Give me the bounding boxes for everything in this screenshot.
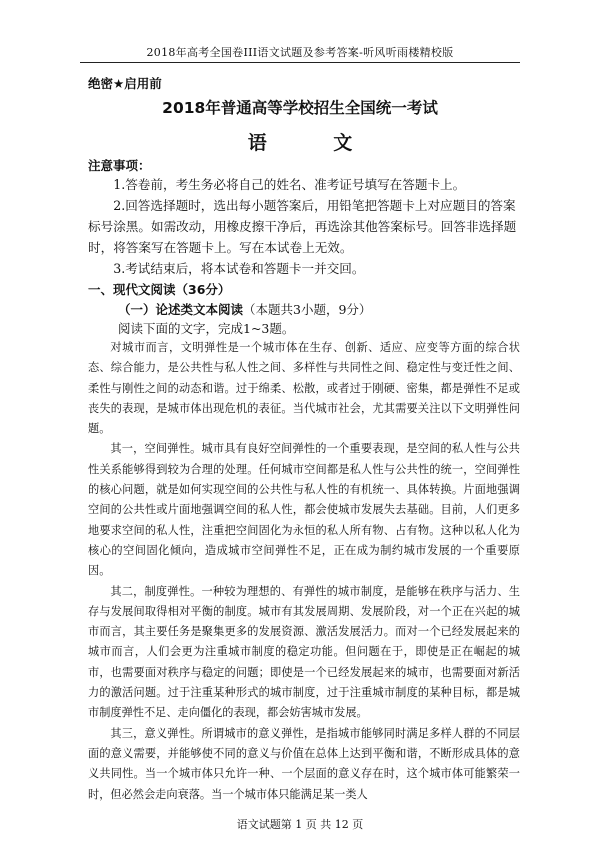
exam-title: 2018年普通高等学校招生全国统一考试 (162, 99, 438, 117)
subsection-heading (118, 300, 371, 318)
running-header: 2018年高考全国卷III语文试题及参考答案-听风听雨楼精校版 (146, 46, 454, 59)
passage-paragraph: 其一，空间弹性。城市具有良好空间弹性的一个重要表现，是空间的私人性与公共性关系能够得到较为合理的处理。任何城市空间都是私人性与公共性的统一，空间弹性的核心问题，就是如何实现空间的公共性与私人性的有机统一、具体转换。片面地强调空间的公共性或片面地强调空间的私人性，都会使城市发展失去基础。目前，人们更多地要求空间的私人性，注重把空间固化为永恒的私人所有物、占有物。这种以私人化为核心的空间固化倾向，造成城市空间弹性不足，正在成为制约城市发展的一个重要原因。 (88, 442, 520, 578)
notice-title: 注意事项： (88, 158, 151, 173)
header-divider (80, 62, 520, 63)
reading-instruction: 阅读下面的文字，完成1~3题。 (118, 321, 295, 336)
page-footer: 语文试题第 1 页 共 12 页 (236, 818, 364, 831)
notice-item: 2.回答选择题时，选出每小题答案后，用铅笔把答题卡上对应题目的答案标号涂黑。如需改动，用橡皮擦干净后，再选涂其他答案标号。回答非选择题时，将答案写在答题卡上。写在本试卷上无效。 (88, 198, 517, 255)
subsection-title: （一）论述类文本阅读 (118, 302, 244, 317)
notice-item: 1.答卷前，考生务必将自己的姓名、准考证号填写在答题卡上。 (113, 177, 466, 192)
notice-list (88, 174, 520, 279)
passage-paragraph: 其二，制度弹性。一种较为理想的、有弹性的城市制度，是能够在秩序与活力、生存与发展间取得相对平衡的制度。城市有其发展周期、发展阶段，对一个正在兴起的城市而言，其主要任务是聚集更多的发展资源、激活发展活力。而对一个已经发展起来的城市而言，人们会更为注重城市制度的稳定功能。但问题在于，即使是正在崛起的城市，也需要面对秩序与稳定的问题；即使是一个已经发展起来的城市，也需要面对新活力的激活问题。过于注重某种形式的城市制度，过于注重城市制度的某种目标，都是城市制度弹性不足、走向僵化的表现，都会妨害城市发展。 (88, 584, 520, 720)
subject-title: 语 文 (247, 132, 383, 154)
confidential-label: 绝密★启用前 (88, 76, 162, 91)
reading-passage (88, 338, 520, 805)
passage-paragraph: 对城市而言，文明弹性是一个城市体在生存、创新、适应、应变等方面的综合状态、综合能力，是公共性与私人性之间、多样性与共同性之间、稳定性与变迁性之间、柔性与刚性之间的动态和谐。过于绵柔、松散，或者过于刚硬、密集，都是弹性不足或丧失的表现，是城市体出现危机的表征。当代城市社会，尤其需要关注以下文明弹性问题。 (88, 341, 520, 436)
notice-item: 3.考试结束后，将本试卷和答题卡一并交回。 (113, 261, 365, 276)
section-title: 一、现代文阅读（36分） (88, 282, 231, 297)
passage-paragraph: 其三，意义弹性。所谓城市的意义弹性，是指城市能够同时满足多样人群的不同层面的意义需要，并能够使不同的意义与价值在总体上达到平衡和谐，不断形成具体的意义共同性。当一个城市体只允许一种、一个层面的意义存在时，这个城市体可能繁荣一时，但必然会走向衰落。当一个城市体只能满足某一类人 (88, 726, 520, 801)
subsection-note: （本题共3小题，9分） (243, 302, 372, 317)
